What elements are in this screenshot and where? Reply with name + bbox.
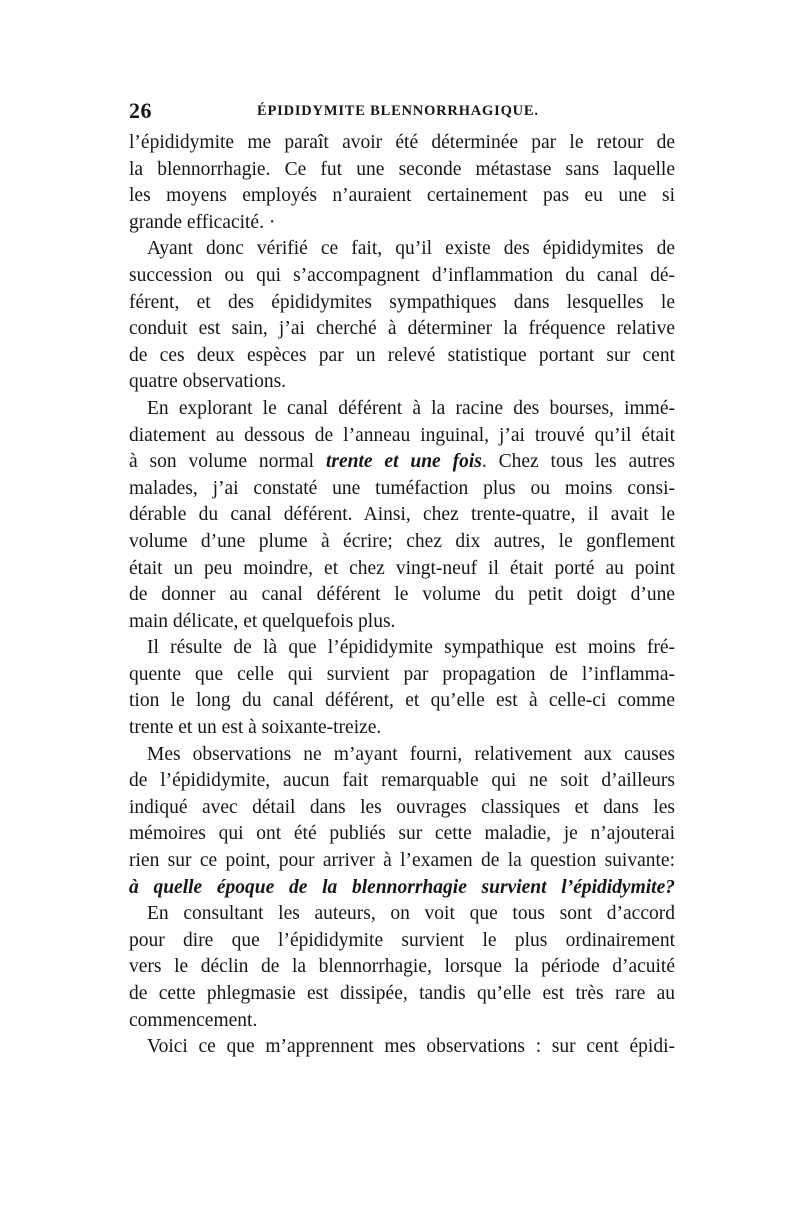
text-line: malades, j’ai constaté une tuméfaction plus ou moins consi- — [129, 477, 675, 499]
text-line: En explorant le canal déférent à la racine des bourses, immé- — [147, 397, 675, 419]
text-line: dérable du canal déférent. Ainsi, chez trente-quatre, il avait le — [129, 504, 675, 526]
text-line: succession ou qui s’accompagnent d’inflammation du canal dé- — [129, 264, 675, 286]
text-line: de ces deux espèces par un relevé statistique portant sur cent — [129, 344, 675, 366]
text-line: Ayant donc vérifié ce fait, qu’il existe des épididymites de — [147, 238, 675, 260]
text-segment: . Chez tous les autres — [481, 451, 676, 473]
italic-phrase: trente et une fois — [325, 451, 482, 473]
text-line — [129, 449, 675, 476]
text-line: Voici ce que m’apprennent mes observations : sur cent épidi- — [147, 1036, 675, 1058]
text-line: grande efficacité. · — [129, 211, 276, 233]
text-line: volume d’une plume à écrire; chez dix autres, le gonflement — [129, 530, 675, 552]
running-head — [129, 98, 675, 128]
text-line: diatement au dessous de l’anneau inguinal, j’ai trouvé qu’il était — [129, 424, 675, 446]
text-line: la blennorrhagie. Ce fut une seconde métastase sans laquelle — [129, 158, 675, 180]
italic-question-line: à quelle époque de la blennorrhagie survient l’épididymite? — [129, 876, 675, 898]
text-line: vers le déclin de la blennorrhagie, lorsque la période d’acuité — [129, 956, 675, 978]
text-line: En consultant les auteurs, on voit que tous sont d’accord — [147, 903, 675, 925]
text-line: quente que celle qui survient par propagation de l’inflamma- — [129, 663, 675, 685]
text-line: trente et un est à soixante-treize. — [129, 717, 382, 739]
running-title: ÉPIDIDYMITE BLENNORRHAGIQUE. — [257, 103, 539, 119]
text-line: quatre observations. — [129, 371, 287, 393]
text-line: mémoires qui ont été publiés sur cette maladie, je n’ajouterai — [129, 823, 675, 845]
text-line: pour dire que l’épididymite survient le plus ordinairement — [129, 929, 675, 951]
text-line: main délicate, et quelquefois plus. — [129, 610, 396, 632]
text-line: rien sur ce point, pour arriver à l’examen de la question suivante: — [129, 850, 675, 872]
text-line: Mes observations ne m’ayant fourni, relativement aux causes — [147, 743, 675, 765]
body-text — [129, 130, 675, 1061]
text-line: était un peu moindre, et chez vingt-neuf il était porté au point — [129, 557, 675, 579]
text-line: conduit est sain, j’ai cherché à déterminer la fréquence relative — [129, 318, 675, 340]
text-line: de cette phlegmasie est dissipée, tandis qu’elle est très rare au — [129, 983, 675, 1004]
text-line: férent, et des épididymites sympathiques dans lesquelles le — [129, 291, 675, 313]
text-line: de donner au canal déférent le volume du petit doigt d’une — [129, 584, 675, 606]
text-line: de l’épididymite, aucun fait remarquable qui ne soit d’ailleurs — [129, 770, 675, 792]
page-number: 26 — [129, 98, 152, 123]
text-line: indiqué avec détail dans les ouvrages classiques et dans les — [129, 796, 675, 818]
text-line: tion le long du canal déférent, et qu’elle est à celle-ci comme — [129, 690, 675, 712]
text-line: Il résulte de là que l’épididymite sympathique est moins fré- — [147, 637, 675, 659]
text-line: l’épididymite me paraît avoir été déterminée par le retour de — [129, 132, 675, 153]
text-line: commencement. — [129, 1009, 258, 1031]
text-line: les moyens employés n’auraient certainement pas eu une si — [129, 185, 675, 207]
text-segment: à son volume normal — [129, 451, 326, 473]
